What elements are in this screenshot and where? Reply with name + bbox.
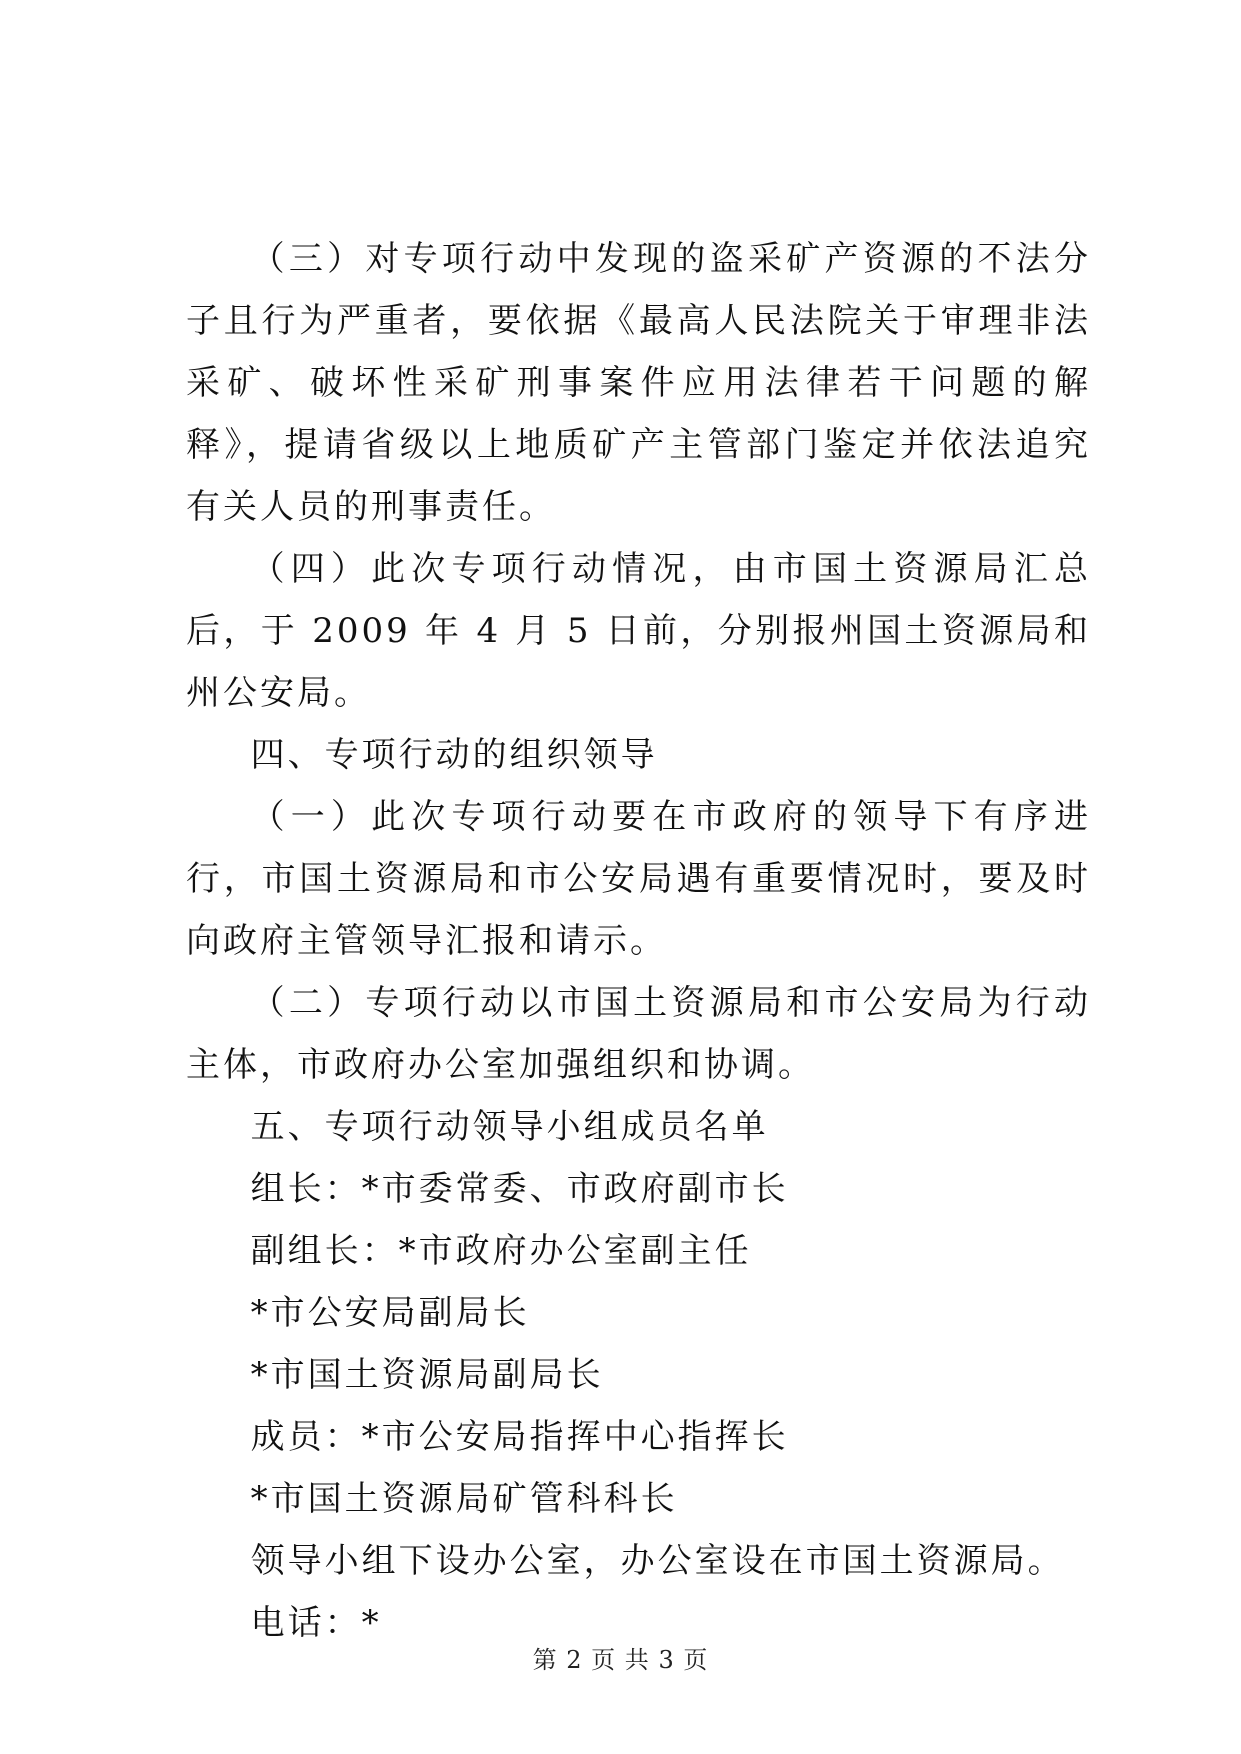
document-body [186, 228, 1091, 1654]
section-heading-4: 四、专项行动的组织领导 [250, 735, 658, 775]
paragraph-item-3-san: （三）对专项行动中发现的盗采矿产资源的不法分子且行为严重者，要依据《最高人民法院关于审理非法采矿、破坏性采矿刑事案件应用法律若干问题的解释》，提请省级以上地质矿产主管部门鉴定并依法追究有关人员的刑事责任。 [186, 239, 1091, 527]
member-line-2: *市国土资源局矿管科科长 [250, 1479, 678, 1519]
paragraph-item-4-er: （二）专项行动以市国土资源局和市公安局为行动主体，市政府办公室加强组织和协调。 [186, 983, 1091, 1085]
deputy-leader-line: 副组长：*市政府办公室副主任 [250, 1231, 752, 1271]
member-line: 成员：*市公安局指挥中心指挥长 [250, 1417, 789, 1457]
paragraph-item-4-yi: （一）此次专项行动要在市政府的领导下有序进行，市国土资源局和市公安局遇有重要情况时，要及时向政府主管领导汇报和请示。 [186, 797, 1091, 961]
page-number-footer: 第 2 页 共 3 页 [532, 1646, 709, 1674]
phone-line: 电话：* [250, 1603, 382, 1643]
deputy-leader-line-2: *市公安局副局长 [250, 1293, 530, 1333]
section-heading-5: 五、专项行动领导小组成员名单 [250, 1107, 769, 1147]
office-note: 领导小组下设办公室，办公室设在市国土资源局。 [250, 1541, 1065, 1581]
deputy-leader-line-3: *市国土资源局副局长 [250, 1355, 604, 1395]
team-leader-line: 组长：*市委常委、市政府副市长 [250, 1169, 789, 1209]
paragraph-item-3-si: （四）此次专项行动情况，由市国土资源局汇总后，于 2009 年 4 月 5 日前，分别报州国土资源局和州公安局。 [186, 549, 1091, 713]
